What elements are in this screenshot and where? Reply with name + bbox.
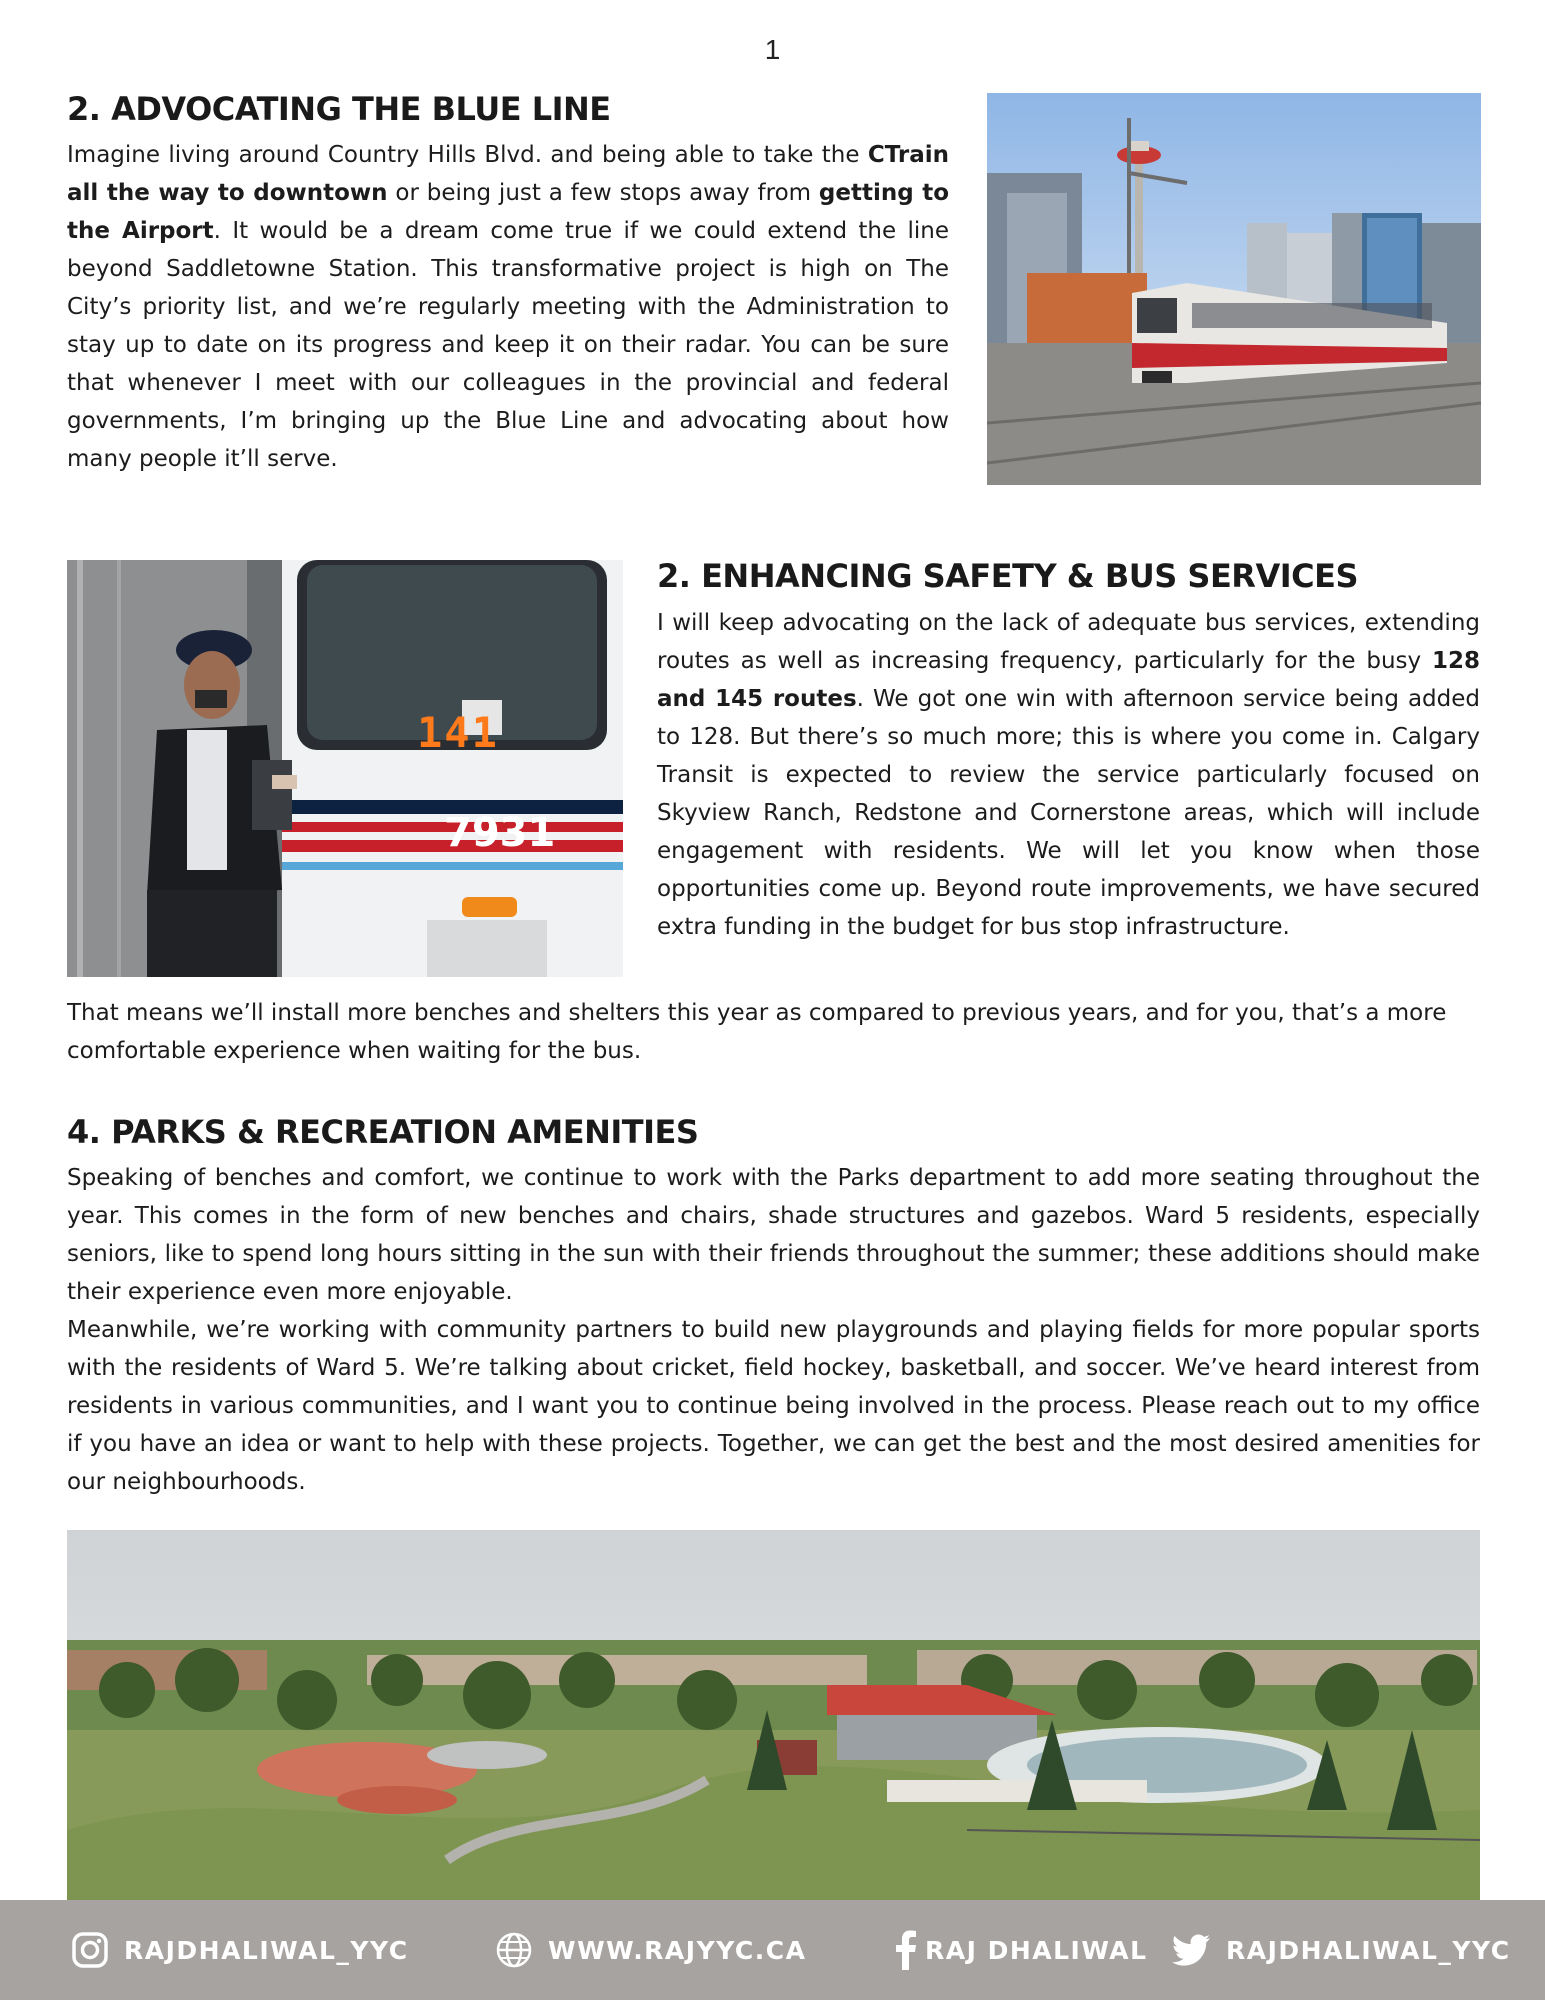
twitter-handle: RAJDHALIWAL_YYC xyxy=(1226,1935,1511,1965)
blue-line-heading: 2. ADVOCATING THE BLUE LINE xyxy=(67,90,611,128)
website-url: WWW.RAJYYC.CA xyxy=(548,1935,807,1965)
facebook-icon xyxy=(895,1930,917,1970)
bus-services-heading: 2. ENHANCING SAFETY & BUS SERVICES xyxy=(657,557,1358,595)
bus-route-sign: 141 xyxy=(417,708,499,757)
globe-icon xyxy=(494,1930,534,1970)
footer-bar xyxy=(0,1900,1545,2000)
instagram-link[interactable] xyxy=(70,1928,409,1972)
parks-paragraph-2: Meanwhile, we’re working with community partners to build new playgrounds and playing fields for more popular sports with the residents of Ward 5. We’re talking about cricket, field hockey, basketball, and soccer. We’ve heard interest from residents in various communities, and I want you to continue being involved in the process. Please reach out to my office if you have an idea or want to help with these projects. Together, we can get the best and the most desired amenities for our neighbourhoods. xyxy=(67,1317,1480,1495)
bus-photo xyxy=(67,560,623,977)
facebook-name: RAJ DHALIWAL xyxy=(925,1935,1148,1965)
twitter-link[interactable] xyxy=(1172,1928,1511,1972)
facebook-link[interactable] xyxy=(895,1928,1148,1972)
blue-line-paragraph: Imagine living around Country Hills Blvd. and being able to take the CTrain all the way to downtown or being just a few stops away from getting to the Airport. It would be a dream come true if we could extend the line beyond Saddletowne Station. This transformative project is high on The City’s priority list, and we’re regularly meeting with the Administration to stay up to date on its progress and keep it on their radar. You can be sure that whenever I meet with our colleagues in the provincial and federal governments, I’m bringing up the Blue Line and advocating about how many people it’ll serve. xyxy=(67,142,950,472)
bus-fleet-number: 7931 xyxy=(444,810,556,856)
website-link[interactable] xyxy=(494,1928,806,1972)
instagram-handle: RAJDHALIWAL_YYC xyxy=(124,1935,409,1965)
page-number: 1 xyxy=(764,34,781,65)
bus-services-paragraph: I will keep advocating on the lack of adequate bus services, extending routes as well as increasing frequency, particularly for the busy 128 and 145 routes. We got one win with afternoon service being added to 128. But there’s so much more; this is where you come in. Calgary Transit is expected to review the service particularly focused on Skyview Ranch, Redstone and Cornerstone areas, which will include engagement with residents. We will let you know when those opportunities come up. Beyond route improvements, we have secured extra funding in the budget for bus stop infrastructure. xyxy=(657,610,1480,940)
ctrain-photo xyxy=(987,93,1481,485)
bus-services-continued: That means we’ll install more benches and shelters this year as compared to previous years, and for you, that’s a more comfortable experience when waiting for the bus. xyxy=(67,1000,1447,1064)
park-photo xyxy=(67,1530,1480,1900)
instagram-icon xyxy=(70,1930,110,1970)
parks-heading: 4. PARKS & RECREATION AMENITIES xyxy=(67,1113,699,1151)
twitter-icon xyxy=(1172,1930,1212,1970)
parks-paragraph-1: Speaking of benches and comfort, we continue to work with the Parks department to add more seating throughout the year. This comes in the form of new benches and chairs, shade structures and gazebos. Ward 5 residents, especially seniors, like to spend long hours sitting in the sun with their friends throughout the summer; these additions should make their experience even more enjoyable. xyxy=(67,1165,1480,1305)
